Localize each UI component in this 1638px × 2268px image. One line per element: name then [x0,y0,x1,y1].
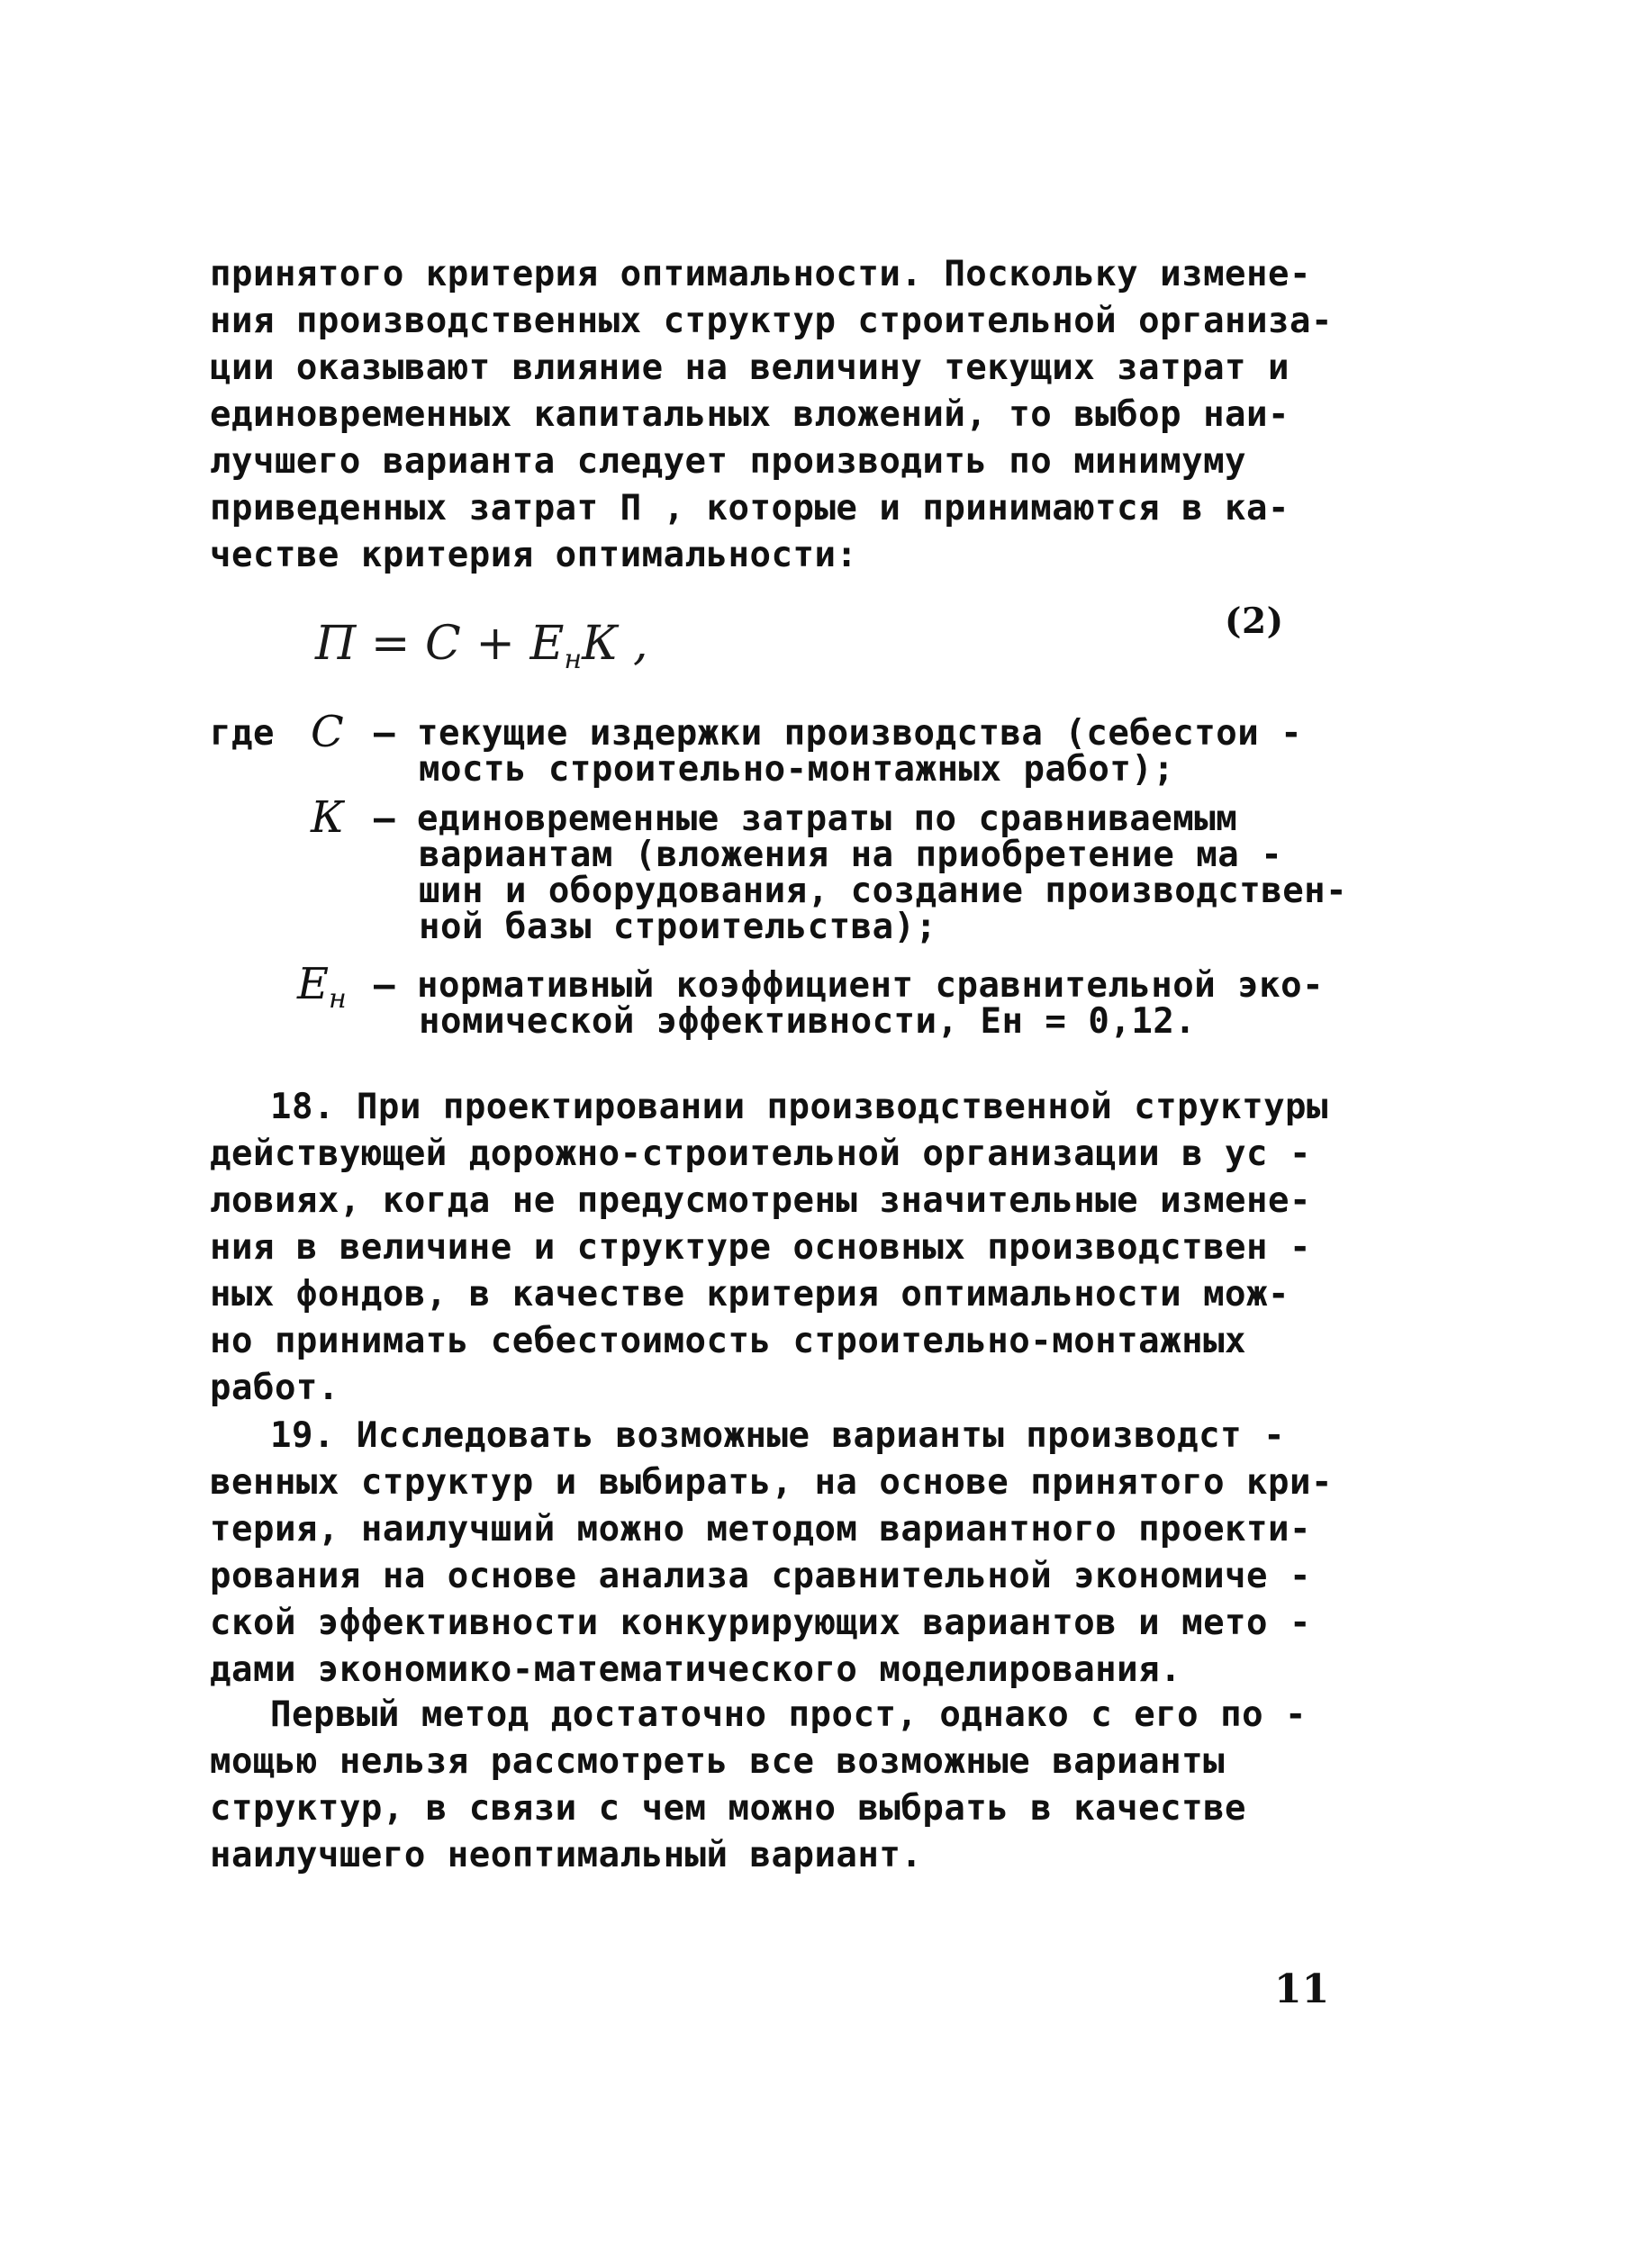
text-line: действующей дорожно-строительной организации в ус - [210,1134,1311,1174]
text-line: работ. [210,1368,339,1408]
definition-line: ной базы строительства); [419,907,937,947]
definition-symbol: К [311,792,345,843]
definition-line: мость строительно-монтажных работ); [419,749,1175,790]
formula-number: (2) [1225,601,1284,642]
text-line: структур, в связи с чем можно выбрать в качестве [210,1788,1247,1829]
definition-line: – единовременные затраты по сравниваемым [374,799,1238,839]
formula-p: П [315,617,357,671]
text-line: приведенных затрат П , которые и принимаются в ка- [210,488,1290,529]
formula-comma: , [632,617,648,671]
definition-line: – текущие издержки производства (себестои - [374,713,1303,754]
where-label: где [210,713,275,754]
text-line: ции оказывают влияние на величину текущих затрат и [210,348,1290,388]
definition-line: номической эффективности, Ен = 0,12. [419,1001,1197,1042]
text-line: 18. При проектировании производственной структуры [270,1087,1329,1127]
text-line: ской эффективности конкурирующих вариантов и мето - [210,1603,1311,1643]
text-line: ных фондов, в качестве критерия оптимальности мож- [210,1274,1290,1315]
text-line: ловиях, когда не предусмотрены значительные измене- [210,1180,1311,1221]
definition-symbol: $Е_н$ [297,959,347,1015]
formula-e-sub: н [564,644,583,675]
definition-line: шин и оборудования, создание производствен- [419,871,1348,911]
definition-line: – нормативный коэффициент сравнительной эко- [374,965,1325,1006]
text-line: терия, наилучший можно методом вариантного проекти- [210,1509,1311,1550]
text-line: Первый метод достаточно прост, однако с его по - [270,1694,1308,1735]
formula-k: К [582,617,619,671]
formula-plus: + [475,617,515,671]
definition-line: вариантам (вложения на приобретение ма - [419,835,1283,875]
formula-c: С [425,617,461,671]
text-line: рования на основе анализа сравнительной экономиче - [210,1556,1311,1596]
formula [315,617,647,687]
definition-symbol: С [311,707,344,757]
text-line: венных структур и выбирать, на основе принятого кри- [210,1462,1333,1503]
text-line: лучшего варианта следует производить по минимуму [210,441,1247,482]
text-line: дами экономико-математического моделирования. [210,1649,1182,1690]
text-line: 19. Исследовать возможные варианты производст - [270,1415,1286,1456]
formula-eq: = [370,617,411,671]
text-line: честве критерия оптимальности: [210,535,858,575]
text-line: но принимать себестоимость строительно-монтажных [210,1321,1247,1361]
text-line: наилучшего неоптимальный вариант. [210,1835,923,1875]
text-line: принятого критерия оптимальности. Поскольку измене- [210,254,1311,294]
page-number: 11 [1274,1966,1330,2012]
formula-e: Е [529,617,565,671]
text-line: единовременных капитальных вложений, то выбор наи- [210,394,1290,435]
text-line: ния производственных структур строительной организа- [210,301,1333,341]
text-line: мощью нельзя рассмотреть все возможные варианты [210,1741,1226,1782]
text-line: ния в величине и структуре основных производствен - [210,1227,1311,1268]
